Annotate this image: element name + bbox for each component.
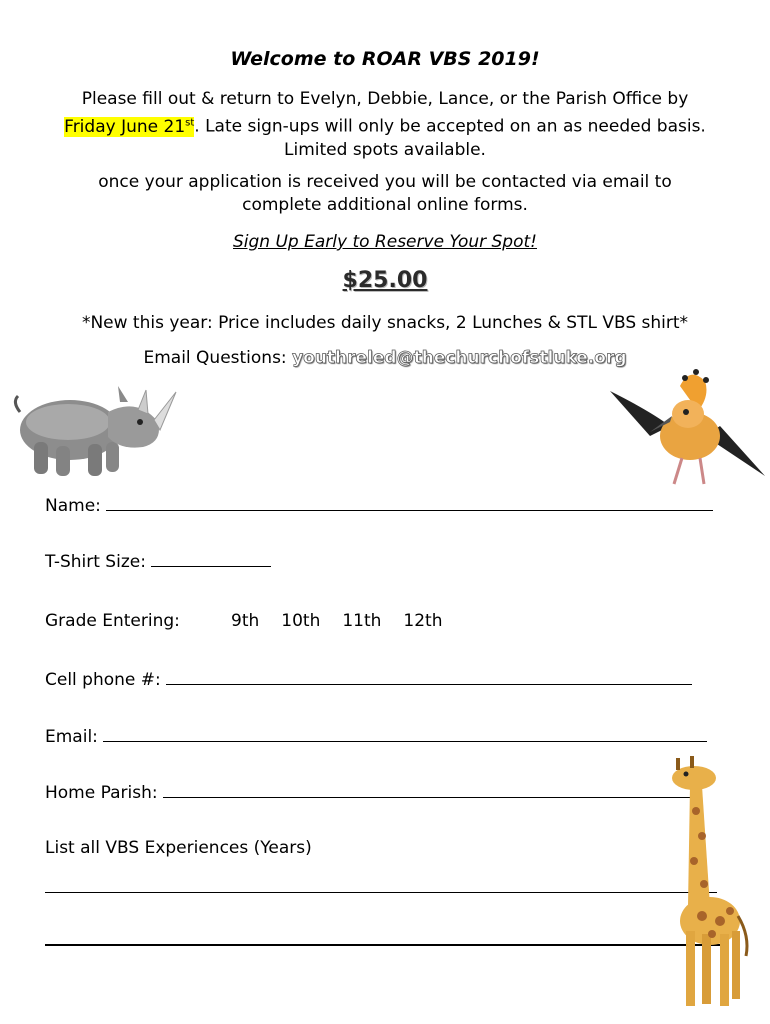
grade-option-10th[interactable]: 10th — [281, 611, 321, 631]
bird-icon — [610, 366, 765, 491]
vbs-experiences-line-2[interactable] — [45, 944, 725, 946]
price: $25.00 — [342, 268, 428, 293]
cell-phone-field[interactable]: Cell phone #: — [45, 668, 692, 690]
email-questions: Email Questions: youthreled@thechurchofstluke.org — [143, 348, 627, 368]
tshirt-size-field[interactable]: T-Shirt Size: — [45, 550, 271, 572]
grade-option-9th[interactable]: 9th — [231, 611, 260, 631]
new-this-year: *New this year: Price includes daily snacks, 2 Lunches & STL VBS shirt* — [81, 313, 689, 333]
name-field[interactable]: Name: — [45, 494, 713, 516]
email-field[interactable]: Email: — [45, 725, 707, 747]
grade-field: Grade Entering: 9th 10th 11th 12th — [45, 611, 443, 631]
giraffe-icon — [650, 756, 760, 1016]
tshirt-size-blank[interactable] — [151, 550, 271, 567]
rhino-icon — [8, 372, 178, 482]
home-parish-blank[interactable] — [163, 781, 697, 798]
instructions — [0, 88, 770, 162]
grade-option-12th[interactable]: 12th — [403, 611, 443, 631]
home-parish-field[interactable]: Home Parish: — [45, 781, 697, 803]
instructions-line-2: Friday June 21st. Late sign-ups will only be accepted on an as needed basis. — [64, 116, 706, 137]
email-blank[interactable] — [103, 725, 707, 742]
signup-cta: Sign Up Early to Reserve Your Spot! — [233, 232, 537, 252]
cell-phone-blank[interactable] — [166, 668, 692, 685]
vbs-experiences-line-1[interactable] — [45, 892, 717, 893]
name-blank[interactable] — [106, 494, 713, 511]
instructions-line-3: Limited spots available. — [284, 139, 486, 160]
contact-email-link[interactable]: youthreled@thechurchofstluke.org — [292, 348, 627, 368]
followup-note: once your application is received you will be contacted via email to complete additional online forms. — [98, 172, 672, 215]
instructions-line-1: Please fill out & return to Evelyn, Debbie, Lance, or the Parish Office by — [81, 89, 689, 109]
page-title: Welcome to ROAR VBS 2019! — [230, 48, 540, 70]
vbs-experiences-label: List all VBS Experiences (Years) — [45, 838, 312, 858]
deadline-highlight: Friday June 21st — [64, 116, 195, 137]
grade-option-11th[interactable]: 11th — [342, 611, 382, 631]
